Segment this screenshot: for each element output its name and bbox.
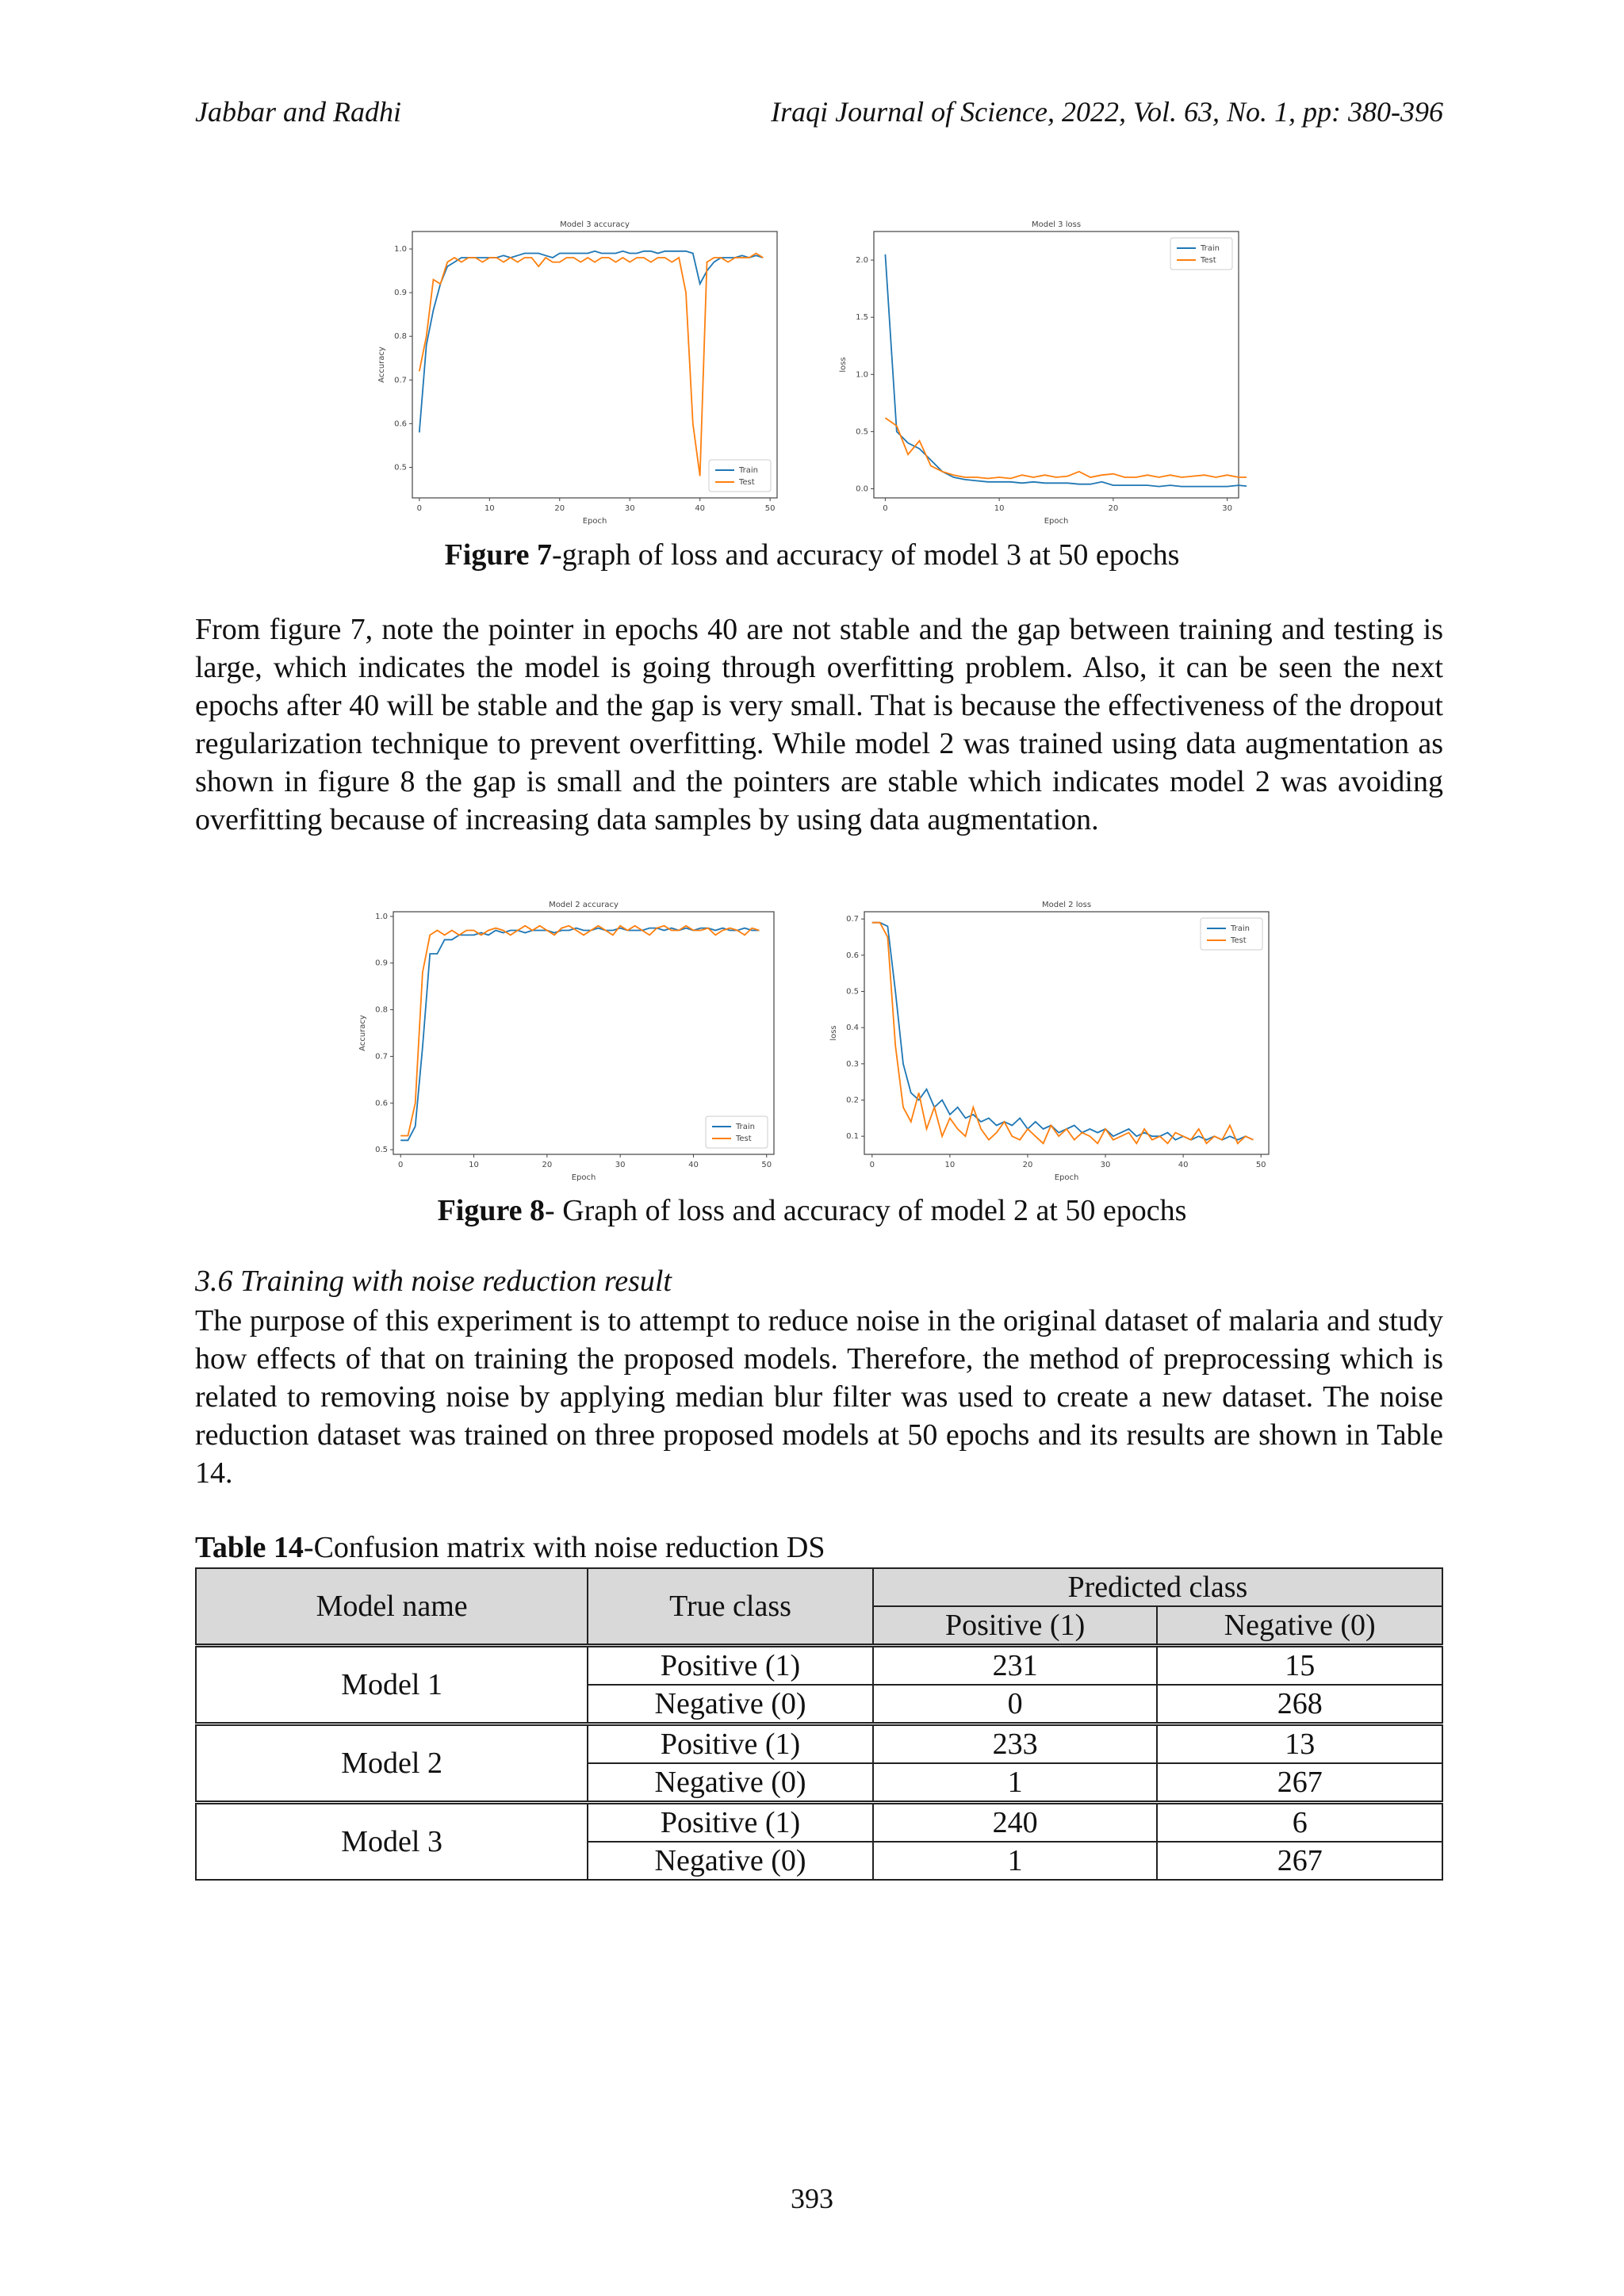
true-class-cell: Negative (0) — [588, 1685, 873, 1724]
y-tick-label: 0.6 — [394, 419, 407, 429]
y-tick-label: 0.6 — [375, 1099, 388, 1108]
x-tick-label: 10 — [484, 504, 495, 513]
figure8-caption — [0, 1193, 1624, 1228]
model2-accuracy-chart — [354, 894, 782, 1188]
x-tick-label: 20 — [554, 504, 565, 513]
legend-label-test: Test — [1231, 936, 1247, 945]
x-axis-label: Epoch — [582, 517, 607, 526]
model3-accuracy-svg — [373, 214, 785, 531]
legend-box — [706, 1116, 768, 1148]
x-tick-label: 0 — [398, 1161, 404, 1169]
model2-accuracy-svg — [354, 894, 782, 1188]
header-negative: Negative (0) — [1157, 1606, 1442, 1646]
table14-caption — [195, 1530, 825, 1565]
model2-loss-svg — [825, 894, 1277, 1188]
true-class-cell: Positive (1) — [588, 1803, 873, 1843]
figure7-caption — [0, 538, 1624, 572]
y-tick-label: 0.8 — [394, 332, 407, 342]
y-tick-label: 0.9 — [394, 289, 407, 298]
table-row — [196, 1646, 1442, 1686]
figure7-caption-label: Figure 7 — [444, 538, 553, 572]
model-name-cell: Model 1 — [196, 1646, 588, 1724]
chart-title: Model 3 accuracy — [560, 220, 630, 229]
value-cell: 233 — [873, 1724, 1158, 1764]
x-tick-label: 10 — [469, 1161, 479, 1169]
true-class-cell: Negative (0) — [588, 1842, 873, 1880]
value-cell: 267 — [1157, 1763, 1442, 1803]
figure8-caption-text: - Graph of loss and accuracy of model 2 at 50 epochs — [545, 1194, 1187, 1227]
legend-label-test: Test — [739, 478, 755, 487]
value-cell: 267 — [1157, 1842, 1442, 1880]
section-heading: 3.6 Training with noise reduction result — [195, 1265, 672, 1298]
y-axis-label: loss — [839, 357, 848, 373]
table14-caption-text: -Confusion matrix with noise reduction DS — [303, 1531, 825, 1564]
header-true-class: True class — [588, 1568, 873, 1646]
y-tick-label: 0.7 — [375, 1052, 388, 1062]
value-cell: 0 — [873, 1685, 1158, 1724]
value-cell: 268 — [1157, 1685, 1442, 1724]
legend-label-train: Train — [1231, 924, 1250, 933]
true-class-cell: Negative (0) — [588, 1763, 873, 1803]
running-header-authors: Jabbar and Radhi — [195, 96, 401, 128]
value-cell: 1 — [873, 1763, 1158, 1803]
y-tick-label: 0.3 — [846, 1059, 859, 1069]
chart-title: Model 2 loss — [1041, 901, 1092, 909]
legend-box — [1201, 918, 1262, 950]
y-tick-label: 0.9 — [375, 959, 388, 968]
figure7-caption-text: -graph of loss and accuracy of model 3 at 50 epochs — [552, 538, 1180, 572]
x-tick-label: 50 — [761, 1161, 772, 1169]
x-tick-label: 0 — [416, 504, 423, 513]
model-name-cell: Model 3 — [196, 1803, 588, 1881]
y-tick-label: 1.0 — [375, 912, 388, 921]
x-tick-label: 50 — [1255, 1161, 1266, 1169]
y-tick-label: 0.7 — [394, 376, 407, 385]
table-header-row — [196, 1568, 1442, 1606]
legend-label-test: Test — [1201, 256, 1216, 265]
x-tick-label: 40 — [688, 1161, 699, 1169]
x-tick-label: 20 — [542, 1161, 553, 1169]
y-tick-label: 1.0 — [394, 245, 407, 254]
true-class-cell: Positive (1) — [588, 1724, 873, 1764]
y-axis-label: loss — [829, 1025, 838, 1041]
x-tick-label: 10 — [994, 504, 1005, 513]
y-tick-label: 1.0 — [856, 370, 868, 380]
x-tick-label: 0 — [883, 504, 888, 513]
value-cell: 240 — [873, 1803, 1158, 1843]
plot-frame — [412, 232, 777, 498]
legend-box — [709, 460, 771, 492]
y-tick-label: 0.7 — [846, 915, 859, 924]
y-tick-label: 0.5 — [856, 427, 868, 437]
table14-caption-label: Table 14 — [195, 1531, 304, 1564]
paragraph-figure7-discussion — [195, 610, 1443, 839]
model3-accuracy-chart — [373, 214, 785, 531]
legend-label-train: Train — [736, 1123, 755, 1131]
y-tick-label: 1.5 — [856, 313, 868, 323]
value-cell: 6 — [1157, 1803, 1442, 1843]
legend-label-train: Train — [739, 466, 758, 475]
y-tick-label: 0.6 — [846, 951, 859, 960]
legend-box — [1170, 238, 1232, 270]
x-tick-label: 30 — [1222, 504, 1232, 513]
x-tick-label: 30 — [1100, 1161, 1111, 1169]
x-tick-label: 40 — [695, 504, 706, 513]
x-tick-label: 20 — [1022, 1161, 1033, 1169]
page-number: 393 — [791, 2183, 833, 2214]
x-axis-label: Epoch — [1054, 1173, 1079, 1182]
model2-loss-chart — [825, 894, 1277, 1188]
x-tick-label: 30 — [624, 504, 635, 513]
x-tick-label: 0 — [869, 1161, 875, 1169]
table-row — [196, 1724, 1442, 1764]
model3-loss-chart — [834, 214, 1247, 531]
x-tick-label: 40 — [1178, 1161, 1189, 1169]
y-tick-label: 0.0 — [856, 484, 868, 494]
model3-loss-svg — [834, 214, 1247, 531]
x-tick-label: 50 — [764, 504, 776, 513]
section-body-text: The purpose of this experiment is to attempt to reduce noise in the original dataset of malaria and study how effects of that on training the proposed models. Therefore, the method of preprocessing which is related to removing noise by applying median blur filter was used to create a new dataset. The noise reduction dataset was trained on three proposed models at 50 epochs and its results are shown in Table 14. — [195, 1304, 1443, 1490]
y-tick-label: 0.5 — [846, 987, 859, 997]
header-predicted-class: Predicted class — [873, 1568, 1442, 1606]
y-tick-label: 0.2 — [846, 1096, 859, 1105]
value-cell: 1 — [873, 1842, 1158, 1880]
section-body — [195, 1302, 1443, 1492]
y-tick-label: 0.4 — [846, 1024, 859, 1033]
table-row — [196, 1803, 1442, 1843]
y-axis-label: Accuracy — [377, 346, 386, 383]
chart-title: Model 3 loss — [1031, 220, 1082, 229]
figure8-caption-label: Figure 8 — [437, 1194, 546, 1227]
value-cell: 231 — [873, 1646, 1158, 1686]
x-axis-label: Epoch — [1044, 517, 1069, 526]
header-positive: Positive (1) — [873, 1606, 1158, 1646]
y-tick-label: 2.0 — [856, 256, 868, 266]
model-name-cell: Model 2 — [196, 1724, 588, 1803]
chart-title: Model 2 accuracy — [549, 901, 619, 909]
true-class-cell: Positive (1) — [588, 1646, 873, 1686]
x-tick-label: 30 — [615, 1161, 626, 1169]
running-header-journal: Iraqi Journal of Science, 2022, Vol. 63, No. 1, pp: 380-396 — [771, 96, 1443, 128]
paragraph1-text: From figure 7, note the pointer in epochs 40 are not stable and the gap between training and testing is large, which indicates the model is going through overfitting problem. Also, it can be seen the next epochs after 40 will be stable and the gap is very small. That is because the effectiveness of the dropout regularization technique to prevent overfitting. While model 2 was trained using data augmentation as shown in figure 8 the gap is small and the pointers are stable which indicates model 2 was avoiding overfitting because of increasing data samples by using data augmentation. — [195, 613, 1443, 836]
y-tick-label: 0.8 — [375, 1005, 388, 1015]
value-cell: 13 — [1157, 1724, 1442, 1764]
y-tick-label: 0.5 — [375, 1146, 388, 1155]
x-axis-label: Epoch — [571, 1173, 596, 1182]
confusion-matrix-table — [195, 1567, 1443, 1881]
x-tick-label: 10 — [944, 1161, 956, 1169]
legend-label-train: Train — [1201, 244, 1220, 253]
value-cell: 15 — [1157, 1646, 1442, 1686]
y-tick-label: 0.1 — [846, 1132, 859, 1142]
header-model-name: Model name — [196, 1568, 588, 1646]
x-tick-label: 20 — [1108, 504, 1119, 513]
legend-label-test: Test — [736, 1135, 752, 1143]
y-tick-label: 0.5 — [394, 463, 407, 473]
y-axis-label: Accuracy — [358, 1015, 367, 1051]
